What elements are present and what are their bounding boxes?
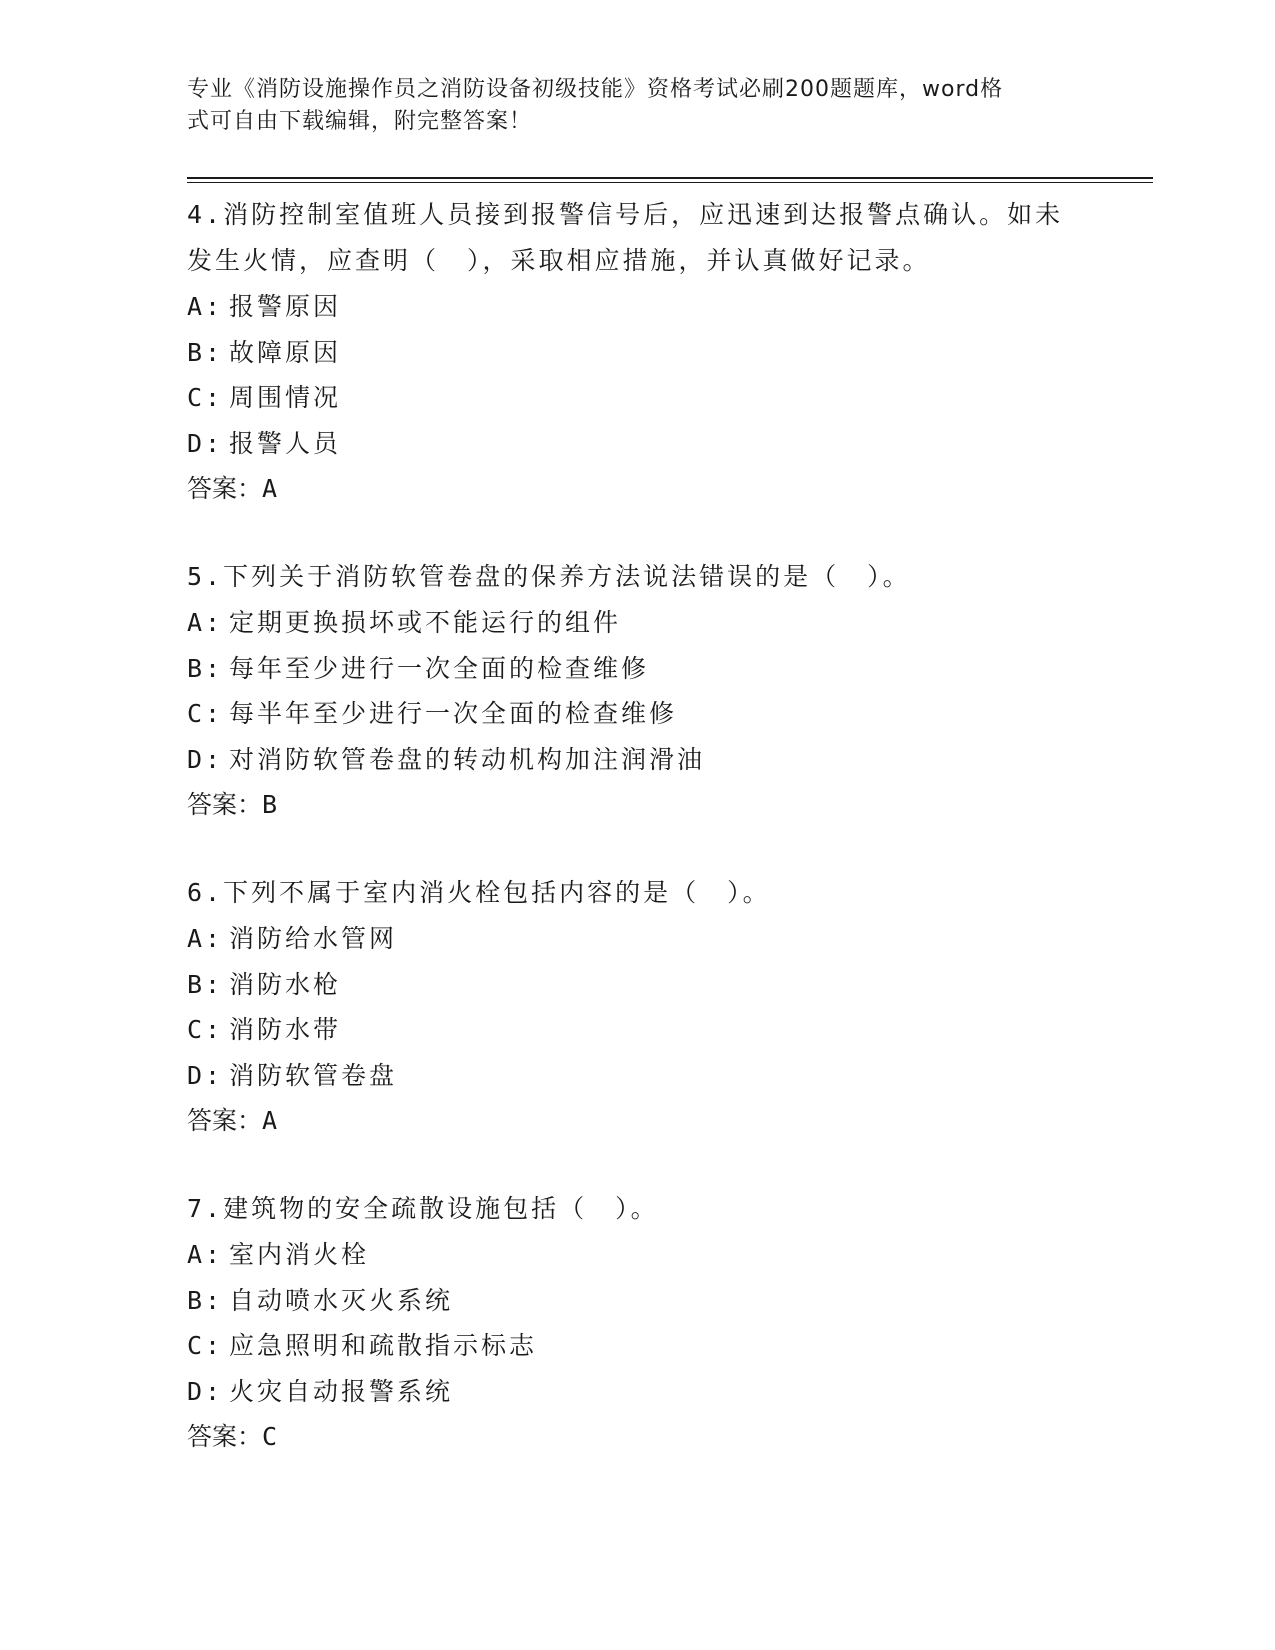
option-key: D: bbox=[187, 428, 224, 458]
option-text: 故障原因 bbox=[229, 337, 342, 367]
option-text: 报警原因 bbox=[229, 292, 342, 321]
header-line-1: 专业《消防设施操作员之消防设备初级技能》资格考试必刷200题题库，word格 bbox=[187, 77, 1004, 102]
question-5 bbox=[187, 554, 1087, 828]
option-c bbox=[187, 1323, 1087, 1369]
header-divider-thin bbox=[187, 182, 1153, 183]
option-b bbox=[187, 1278, 1087, 1324]
option-d bbox=[187, 737, 1087, 783]
option-c bbox=[187, 375, 1087, 421]
option-b bbox=[187, 330, 1087, 376]
option-text: 定期更换损坏或不能运行的组件 bbox=[229, 608, 622, 637]
option-b bbox=[187, 962, 1087, 1008]
option-a bbox=[187, 916, 1087, 962]
answer-value: A bbox=[262, 474, 278, 503]
option-key: C: bbox=[187, 1331, 224, 1360]
option-key: A: bbox=[187, 608, 224, 637]
header-line-2: 式可自由下载编辑，附完整答案！ bbox=[187, 109, 533, 134]
option-text: 周围情况 bbox=[229, 383, 342, 412]
option-key: D: bbox=[187, 744, 224, 774]
option-key: C: bbox=[187, 383, 224, 412]
question-7 bbox=[187, 1186, 1087, 1460]
option-text: 应急照明和疏散指示标志 bbox=[229, 1331, 538, 1360]
option-text: 自动喷水灭火系统 bbox=[229, 1285, 454, 1315]
option-key: C: bbox=[187, 699, 224, 728]
answer-line bbox=[187, 466, 1087, 512]
option-key: D: bbox=[187, 1376, 224, 1406]
question-stem: 4.消防控制室值班人员接到报警信号后，应迅速到达报警点确认。如未发生火情，应查明（ ），采取相应措施，并认真做好记录。 bbox=[187, 200, 1064, 275]
option-b bbox=[187, 646, 1087, 692]
option-text: 消防水带 bbox=[229, 1015, 342, 1044]
question-stem: 5.下列关于消防软管卷盘的保养方法说法错误的是（ ）。 bbox=[187, 562, 911, 591]
option-text: 消防给水管网 bbox=[229, 924, 398, 953]
option-key: A: bbox=[187, 1240, 224, 1269]
option-a bbox=[187, 284, 1087, 330]
answer-line bbox=[187, 782, 1087, 828]
option-text: 每年至少进行一次全面的检查维修 bbox=[229, 653, 650, 683]
answer-label: 答案： bbox=[187, 1106, 263, 1135]
answer-label: 答案： bbox=[187, 474, 263, 503]
option-d bbox=[187, 421, 1087, 467]
option-text: 消防水枪 bbox=[229, 969, 342, 999]
answer-value: C bbox=[262, 1422, 278, 1451]
question-list bbox=[187, 192, 1087, 1502]
option-a bbox=[187, 600, 1087, 646]
option-key: C: bbox=[187, 1015, 224, 1044]
option-text: 每半年至少进行一次全面的检查维修 bbox=[229, 699, 678, 728]
option-key: A: bbox=[187, 924, 224, 953]
question-stem: 6.下列不属于室内消火栓包括内容的是（ ）。 bbox=[187, 878, 771, 907]
header-divider-thick bbox=[187, 177, 1153, 179]
option-text: 报警人员 bbox=[229, 428, 342, 458]
option-a bbox=[187, 1232, 1087, 1278]
option-key: A: bbox=[187, 292, 224, 321]
option-key: B: bbox=[187, 969, 224, 999]
option-text: 火灾自动报警系统 bbox=[229, 1376, 454, 1406]
option-d bbox=[187, 1053, 1087, 1099]
answer-line bbox=[187, 1414, 1087, 1460]
answer-line bbox=[187, 1098, 1087, 1144]
answer-label: 答案： bbox=[187, 1422, 263, 1451]
question-4 bbox=[187, 192, 1087, 512]
option-key: B: bbox=[187, 1285, 224, 1315]
option-c bbox=[187, 1007, 1087, 1053]
option-c bbox=[187, 691, 1087, 737]
option-text: 消防软管卷盘 bbox=[229, 1060, 398, 1090]
option-d bbox=[187, 1369, 1087, 1415]
document-header bbox=[187, 74, 1067, 138]
option-key: B: bbox=[187, 653, 224, 683]
option-text: 对消防软管卷盘的转动机构加注润滑油 bbox=[229, 744, 706, 774]
option-key: D: bbox=[187, 1060, 224, 1090]
answer-label: 答案： bbox=[187, 790, 263, 819]
question-6 bbox=[187, 870, 1087, 1144]
option-key: B: bbox=[187, 337, 224, 367]
option-text: 室内消火栓 bbox=[229, 1240, 370, 1269]
answer-value: A bbox=[262, 1106, 278, 1135]
question-stem: 7.建筑物的安全疏散设施包括（ ）。 bbox=[187, 1194, 659, 1223]
answer-value: B bbox=[262, 790, 278, 819]
